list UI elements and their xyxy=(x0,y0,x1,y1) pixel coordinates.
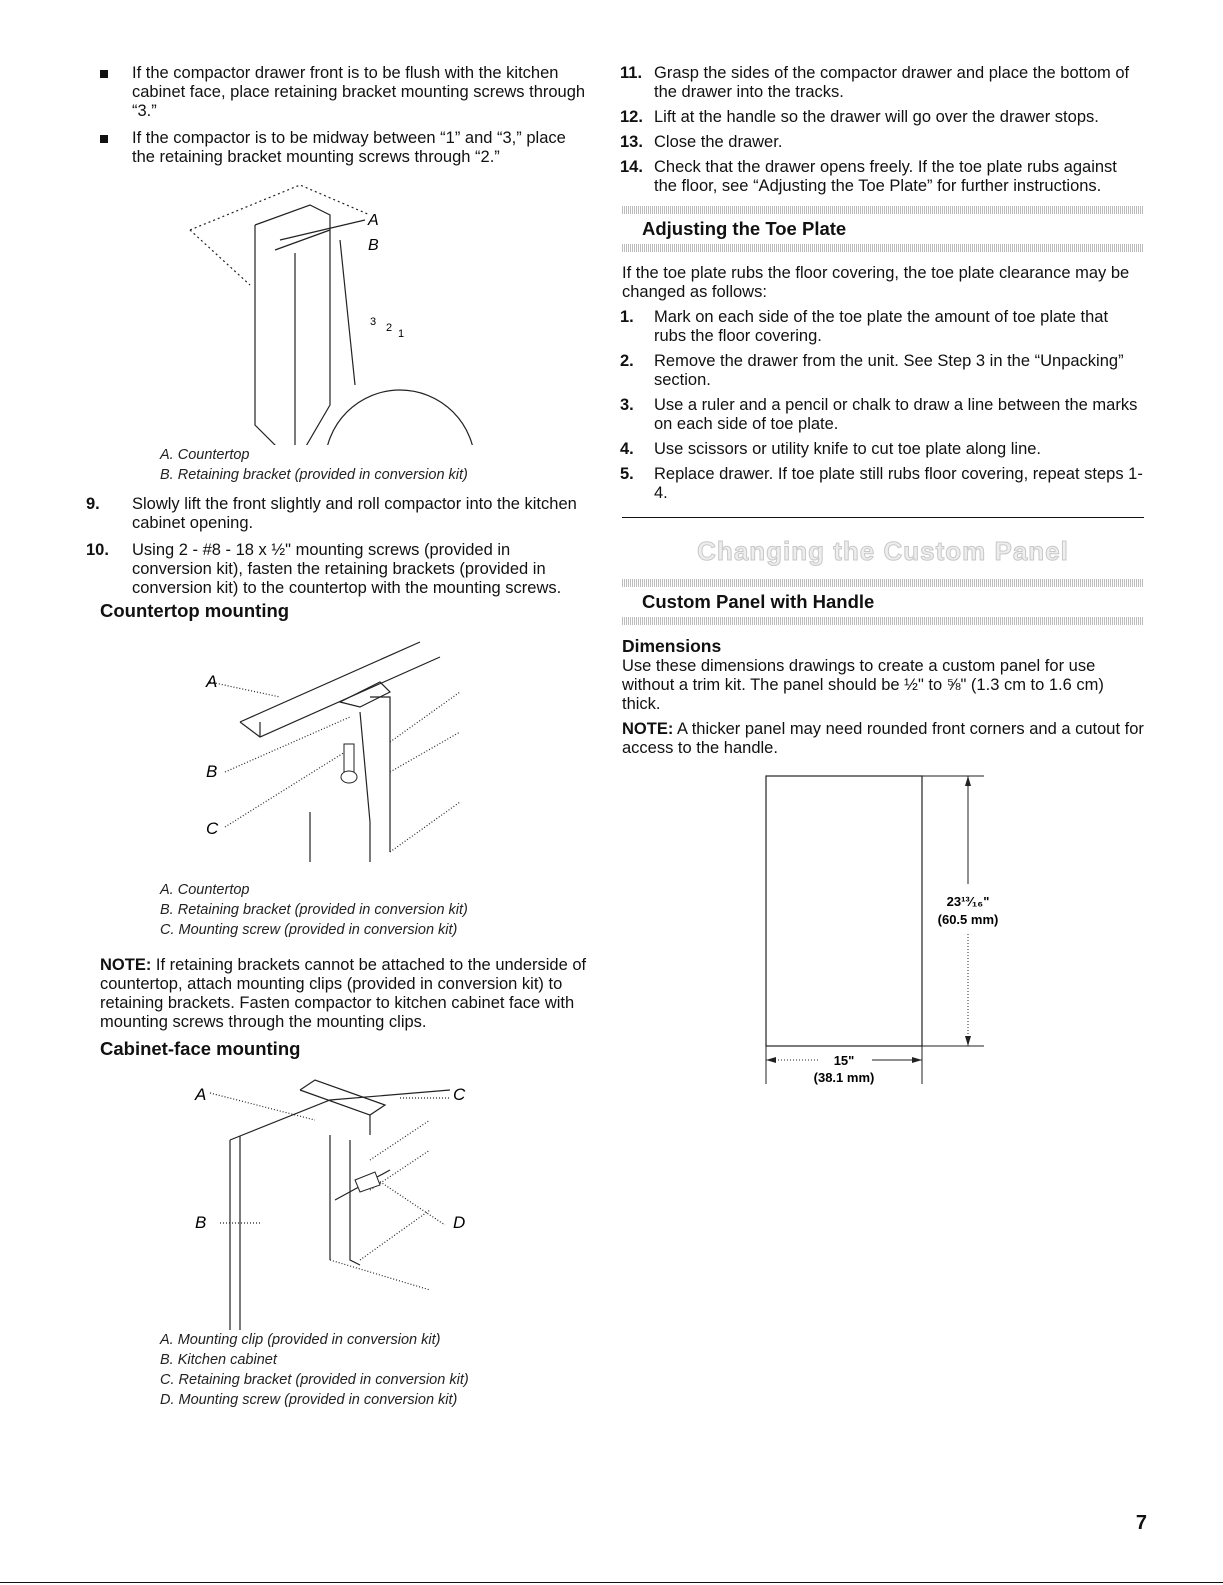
step-item xyxy=(86,495,590,533)
bullet-square-icon xyxy=(100,70,108,78)
width-dimension-mm: (38.1 mm) xyxy=(813,1070,875,1085)
note-text: If retaining brackets cannot be attached to the underside of countertop, attach mounting clips (provided in conversion kit) to retaining brackets. Fasten compactor to kitchen cabinet face with mounting screws through the mounting clips. xyxy=(100,956,587,1031)
dimensions-text: Use these dimensions drawings to create a custom panel for use without a trim kit. The panel should be ½" to ⅝" (1.3 cm to 1.6 cm) thick. xyxy=(622,657,1104,713)
section-title: Changing the Custom Panel xyxy=(697,536,1069,566)
cabinet-face-mounting-figure xyxy=(100,1060,590,1330)
cabinet-face-heading: Cabinet-face mounting xyxy=(100,1038,301,1059)
step-text: Slowly lift the front slightly and roll compactor into the kitchen cabinet opening. xyxy=(132,495,577,532)
step-text: Using 2 - #8 - 18 x ½" mounting screws (provided in conversion kit), fasten the retaining brackets (provided in conversion kit) to the countertop with the mounting screws. xyxy=(132,541,562,597)
width-dimension: 15" xyxy=(833,1053,855,1068)
section-bar xyxy=(622,244,1144,252)
step-number: 4. xyxy=(620,440,634,458)
figure-caption: C. Mounting screw (provided in conversion kit) xyxy=(160,922,458,938)
step-text: Mark on each side of the toe plate the amount of toe plate that rubs the floor covering. xyxy=(654,308,1109,345)
bullet-text: If the compactor is to be midway between “1” and “3,” place the retaining bracket mounting screws through “2.” xyxy=(132,129,566,166)
step-item xyxy=(86,541,590,598)
figure-caption: B. Kitchen cabinet xyxy=(160,1352,277,1368)
step-number: 5. xyxy=(620,465,634,483)
step-text: Grasp the sides of the compactor drawer and place the bottom of the drawer into the tracks. xyxy=(654,64,1130,101)
step-number: 12. xyxy=(620,108,643,126)
figure-label: 2 xyxy=(386,322,393,334)
section-bar xyxy=(622,206,1144,214)
step-number: 14. xyxy=(620,158,643,176)
figure-caption: A. Mounting clip (provided in conversion kit) xyxy=(160,1332,441,1348)
step-number: 9. xyxy=(86,495,100,513)
step-text: Close the drawer. xyxy=(654,133,783,151)
section-rule xyxy=(622,517,1144,518)
right-column xyxy=(622,64,1144,1094)
note-paragraph xyxy=(100,956,590,1032)
step-item xyxy=(622,158,1144,196)
figure-caption: A. Countertop xyxy=(160,447,250,463)
figure-label: 1 xyxy=(398,328,405,340)
bullet-square-icon xyxy=(100,135,108,143)
note-text: A thicker panel may need rounded front corners and a cutout for access to the handle. xyxy=(622,720,1144,757)
section-bar xyxy=(622,579,1144,587)
step-item xyxy=(622,396,1144,434)
retaining-bracket-figure xyxy=(100,175,590,445)
note-label: NOTE: xyxy=(622,720,674,738)
page-number: 7 xyxy=(1135,1512,1147,1534)
section-bar xyxy=(622,617,1144,625)
dimensions-heading: Dimensions xyxy=(622,636,722,656)
figure-label: 3 xyxy=(370,316,377,328)
height-dimension-mm: (60.5 mm) xyxy=(937,912,999,927)
step-text: Lift at the handle so the drawer will go over the drawer stops. xyxy=(654,108,1099,126)
figure-label: B xyxy=(368,237,379,254)
step-item xyxy=(622,465,1144,503)
countertop-heading: Countertop mounting xyxy=(100,600,290,621)
step-item xyxy=(622,64,1144,102)
figure-caption: B. Retaining bracket (provided in conversion kit) xyxy=(160,467,468,483)
step-item xyxy=(622,440,1144,459)
figure-label: D xyxy=(453,1213,466,1232)
bullet-item xyxy=(100,64,590,121)
left-column xyxy=(86,64,590,1410)
step-item xyxy=(622,308,1144,346)
toe-plate-intro: If the toe plate rubs the floor covering, the toe plate clearance may be changed as follows: xyxy=(622,264,1130,301)
step-number: 11. xyxy=(620,64,643,82)
figure-caption: B. Retaining bracket (provided in conversion kit) xyxy=(160,902,468,918)
step-item xyxy=(622,133,1144,152)
step-number: 10. xyxy=(86,541,109,559)
figure-label: A xyxy=(368,212,379,229)
custom-panel-heading: Custom Panel with Handle xyxy=(642,591,875,612)
bullet-item xyxy=(100,129,590,167)
figure-label: C xyxy=(206,819,219,838)
note-label: NOTE: xyxy=(100,956,152,974)
figure-caption: C. Retaining bracket (provided in conversion kit) xyxy=(160,1372,469,1388)
figure-caption: D. Mounting screw (provided in conversion kit) xyxy=(160,1392,458,1408)
figure-label: B xyxy=(206,762,218,781)
step-number: 13. xyxy=(620,133,643,151)
figure-label: A xyxy=(195,1085,207,1104)
step-text: Use a ruler and a pencil or chalk to draw a line between the marks on each side of toe plate. xyxy=(654,396,1138,433)
height-dimension: 23¹³⁄₁₆" xyxy=(946,894,990,909)
step-text: Remove the drawer from the unit. See Step 3 in the “Unpacking” section. xyxy=(654,352,1124,389)
countertop-mounting-figure xyxy=(100,622,590,880)
toe-plate-heading: Adjusting the Toe Plate xyxy=(642,218,847,239)
panel-dimension-drawing xyxy=(622,764,1144,1094)
figure-label: C xyxy=(453,1085,466,1104)
figure-label: B xyxy=(195,1213,207,1232)
figure-caption: A. Countertop xyxy=(160,882,250,898)
step-text: Check that the drawer opens freely. If the toe plate rubs against the floor, see “Adjusting the Toe Plate” for further instructions. xyxy=(654,158,1117,195)
step-number: 1. xyxy=(620,308,634,326)
step-text: Replace drawer. If toe plate still rubs floor covering, repeat steps 1-4. xyxy=(654,465,1143,502)
step-number: 3. xyxy=(620,396,634,414)
step-item xyxy=(622,352,1144,390)
bottom-rule xyxy=(0,1582,1223,1583)
step-text: Use scissors or utility knife to cut toe plate along line. xyxy=(654,440,1042,458)
bullet-text: If the compactor drawer front is to be flush with the kitchen cabinet face, place retaining bracket mounting screws through “3.” xyxy=(132,64,586,120)
step-item xyxy=(622,108,1144,127)
figure-label: A xyxy=(206,672,218,691)
note-paragraph xyxy=(622,720,1144,758)
step-number: 2. xyxy=(620,352,634,370)
